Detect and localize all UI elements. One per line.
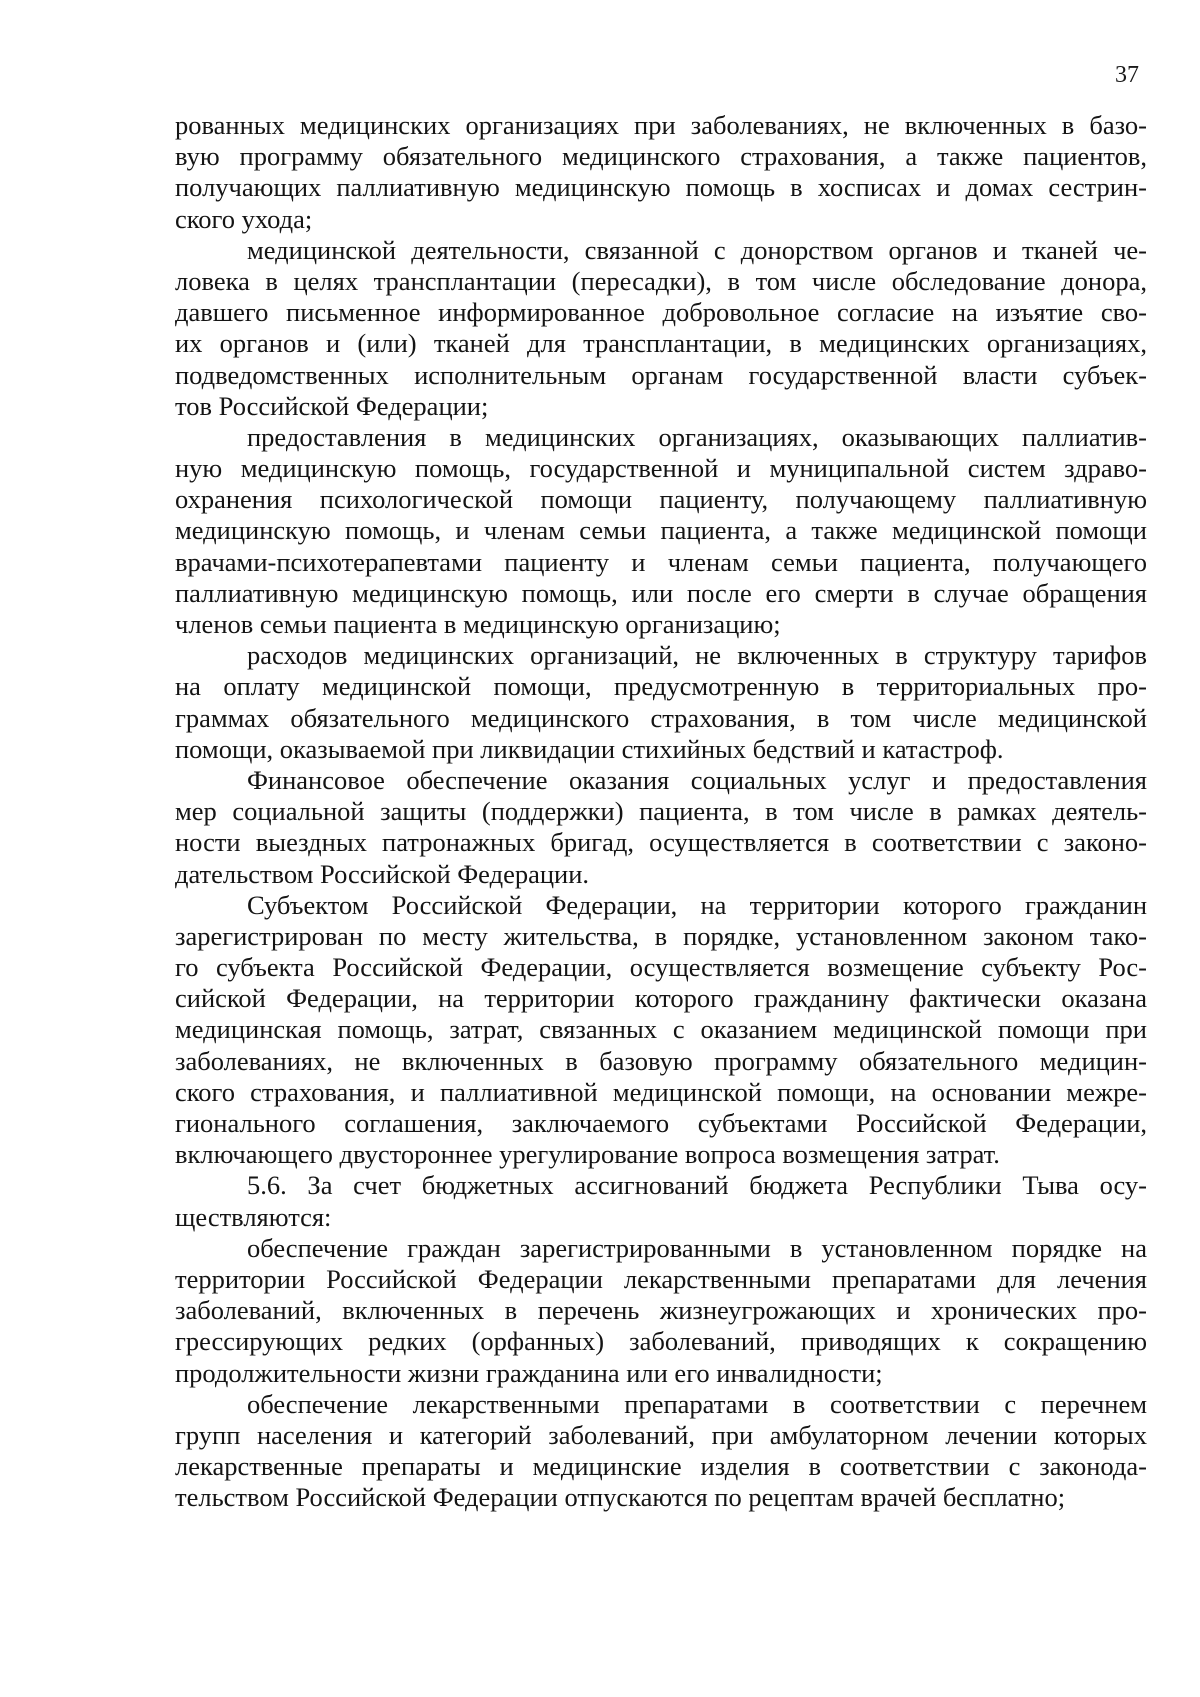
- text-line: охранения психологической помощи пациенту, получающему паллиативную: [175, 484, 1147, 515]
- text-line: ности выездных патронажных бригад, осуществляется в соответствии с законо-: [175, 827, 1147, 858]
- document-body: [175, 110, 1147, 1513]
- paragraph: [175, 765, 1147, 890]
- text-line: дательством Российской Федерации.: [175, 858, 590, 889]
- text-line: граммах обязательного медицинского страхования, в том числе медицинской: [175, 702, 1147, 733]
- text-line: получающих паллиативную медицинскую помощь в хосписах и домах сестрин-: [175, 172, 1147, 203]
- text-line: помощи, оказываемой при ликвидации стихийных бедствий и катастроф.: [175, 733, 1004, 764]
- text-line: ную медицинскую помощь, государственной и муниципальной систем здраво-: [175, 453, 1147, 484]
- text-line: территории Российской Федерации лекарственными препаратами для лечения: [175, 1263, 1147, 1294]
- text-line: членов семьи пациента в медицинскую организацию;: [175, 609, 781, 639]
- page-number: 37: [1115, 62, 1139, 88]
- text-line: их органов и (или) тканей для трансплантации, в медицинских организациях,: [175, 328, 1147, 359]
- text-line: обеспечение граждан зарегистрированными в установленном порядке на: [247, 1232, 1147, 1263]
- text-line: медицинской деятельности, связанной с донорством органов и тканей че-: [247, 234, 1147, 265]
- text-line: заболеваний, включенных в перечень жизнеугрожающих и хронических про-: [175, 1295, 1147, 1326]
- text-line: включающего двустороннее урегулирование вопроса возмещения затрат.: [175, 1139, 1000, 1170]
- text-line: предоставления в медицинских организациях, оказывающих паллиатив-: [247, 421, 1147, 452]
- paragraph: [175, 235, 1147, 422]
- text-line: гионального соглашения, заключаемого субъектами Российской Федерации,: [175, 1108, 1147, 1138]
- paragraph: [175, 110, 1147, 235]
- text-line: мер социальной защиты (поддержки) пациента, в том числе в рамках деятель-: [175, 796, 1147, 827]
- text-line: 5.6. За счет бюджетных ассигнований бюджета Республики Тыва осу-: [247, 1170, 1147, 1201]
- text-line: расходов медицинских организаций, не включенных в структуру тарифов: [247, 640, 1147, 671]
- paragraph: [175, 640, 1147, 765]
- paragraph: [175, 1170, 1147, 1232]
- text-line: Субъектом Российской Федерации, на территории которого гражданин: [247, 889, 1147, 920]
- text-line: медицинскую помощь, и членам семьи пациента, а также медицинской помощи: [175, 515, 1147, 546]
- text-line: продолжительности жизни гражданина или его инвалидности;: [175, 1357, 883, 1388]
- text-line: рованных медицинских организациях при заболеваниях, не включенных в базо-: [175, 110, 1147, 140]
- text-line: обеспечение лекарственными препаратами в соответствии с перечнем: [247, 1388, 1147, 1419]
- text-line: ществляются:: [175, 1201, 332, 1232]
- text-line: го субъекта Российской Федерации, осуществляется возмещение субъекту Рос-: [175, 952, 1147, 983]
- text-line: медицинская помощь, затрат, связанных с оказанием медицинской помощи при: [175, 1014, 1147, 1045]
- text-line: зарегистрирован по месту жительства, в порядке, установленном законом тако-: [175, 920, 1147, 951]
- text-line: паллиативную медицинскую помощь, или после его смерти в случае обращения: [175, 577, 1147, 608]
- text-line: давшего письменное информированное добровольное согласие на изъятие сво-: [175, 297, 1147, 328]
- text-line: групп населения и категорий заболеваний, при амбулаторном лечении которых: [175, 1419, 1147, 1450]
- text-line: тов Российской Федерации;: [175, 390, 489, 421]
- text-line: ского ухода;: [175, 203, 313, 234]
- text-line: грессирующих редких (орфанных) заболеваний, приводящих к сокращению: [175, 1326, 1147, 1357]
- text-line: вую программу обязательного медицинского страхования, а также пациентов,: [175, 141, 1147, 172]
- paragraph: [175, 422, 1147, 640]
- paragraph: [175, 1233, 1147, 1389]
- text-line: лекарственные препараты и медицинские изделия в соответствии с законода-: [175, 1451, 1147, 1482]
- text-line: подведомственных исполнительным органам государственной власти субъек-: [175, 359, 1147, 390]
- text-line: врачами-психотерапевтами пациенту и членам семьи пациента, получающего: [175, 546, 1147, 577]
- text-line: сийской Федерации, на территории которого гражданину фактически оказана: [175, 983, 1147, 1014]
- paragraph: [175, 890, 1147, 1171]
- text-line: заболеваниях, не включенных в базовую программу обязательного медицин-: [175, 1045, 1147, 1076]
- paragraph: [175, 1389, 1147, 1514]
- text-line: Финансовое обеспечение оказания социальных услуг и предоставления: [247, 764, 1147, 795]
- text-line: ловека в целях трансплантации (пересадки), в том числе обследование донора,: [175, 265, 1147, 296]
- text-line: на оплату медицинской помощи, предусмотренную в территориальных про-: [175, 671, 1147, 702]
- text-line: тельством Российской Федерации отпускаются по рецептам врачей бесплатно;: [175, 1482, 1066, 1513]
- text-line: ского страхования, и паллиативной медицинской помощи, на основании межре-: [175, 1076, 1147, 1107]
